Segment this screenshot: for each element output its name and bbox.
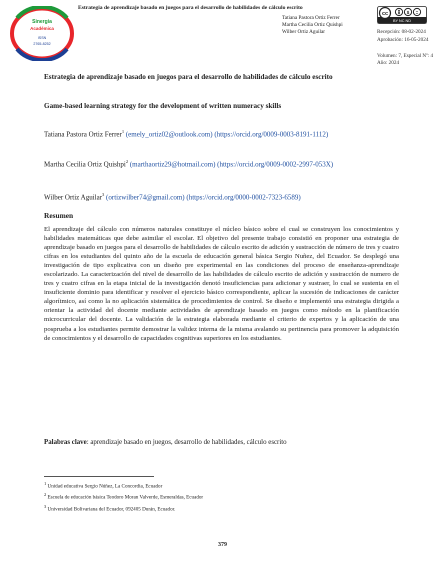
footnote-mark: 1 [44,481,47,486]
journal-logo [9,6,75,61]
svg-text:=: = [415,9,419,15]
cc-license-icon[interactable] [377,6,427,24]
author-affiliation-mark: 3 [102,192,105,197]
svg-text:$: $ [406,10,410,15]
author-entry [44,157,404,170]
logo-text-3: ISSN [37,36,47,40]
keywords-list: : aprendizaje basado en juegos, desarrollo de habilidades, cálculo escrito [86,439,287,446]
footnote-item [44,503,203,514]
header-author: Wilber Ortiz Aguilar [282,29,326,36]
footnote-item [44,491,203,502]
footnotes [44,480,203,514]
received-date: Recepción: 08-02-2024 [377,29,426,35]
svg-text:BY NC ND: BY NC ND [392,19,412,24]
author-name: Martha Cecilia Ortiz Quishpi [44,160,126,169]
author-entry [44,127,404,140]
author-affiliation-mark: 2 [125,159,129,164]
volume-year: Año: 2024 [377,60,400,66]
footnote-item [44,480,203,491]
keywords-label: Palabras clave [44,439,87,446]
author-orcid-link[interactable]: (https://orcid.org/0000-0002-7323-6589) [186,193,301,202]
running-header-title: Estrategia de aprendizaje basado en juegos para el desarrollo de habilidades de cálculo escrito [78,5,303,11]
author-name: Wilber Ortiz Aguilar [44,193,103,202]
logo-text-4: 2765-8252 [33,42,51,46]
svg-text:cc: cc [381,11,389,17]
logo-text-1: Sinergia [32,19,52,25]
author-entry [44,190,404,203]
logo-text-2: Académica [30,26,54,31]
article-title-english: Game-based learning strategy for the development of written numeracy skills [44,102,282,110]
footnote-mark: 3 [44,503,47,509]
header-author: Martha Cecilia Ortiz Quishpi [282,22,343,29]
author-email-link[interactable]: (emely_ortiz02@outlook.com) [125,130,213,139]
volume-info [377,53,433,67]
footnote-mark: 2 [44,492,47,498]
article-title-spanish: Estrategia de aprendizaje basado en juegos para el desarrollo de habilidades de cálculo escrito [44,73,333,81]
running-header-authors [282,15,382,37]
publication-dates [377,28,428,44]
volume-number: Volumen: 7, Especial Nº: 4 [377,53,434,59]
abstract-heading: Resumen [44,211,74,220]
author-name: Tatiana Pastora Ortiz Ferrer [44,130,122,139]
author-orcid-link[interactable]: (https://orcid.org/0009-0003-8191-1112) [214,130,329,139]
author-orcid-link[interactable]: (https://orcid.org/0009-0002-2997-053X) [217,160,334,169]
footnote-text: Universidad Bolivariana del Ecuador, 092405 Durán, Ecuador. [47,506,176,513]
author-email-link[interactable]: (ortizwilber74@gmail.com) [106,193,185,202]
approved-date: Aprobación: 16-05-2024 [377,37,429,43]
abstract-text: El aprendizaje del cálculo con números naturales constituye el núcleo básico sobre el cual se construyen los conocimientos y habilidades matemáticas que debe asimilar el escolar. El objetivo del presente trabajo consistió en proponer una estrategia de aprendizaje basado en juegos para el desarrollo de habilidades de cálculo escrito de adición y sustracción de número de tres y cuatro cifras en los estudiantes del quinto año de la escuela de educación general básica Sergio Nuñez, del Ecuador. Se desplegó una investigación de tipo explicativa con un diseño pre experimental en las condiciones del proceso de enseñanza-aprendizaje escolarizado. La caracterización del nivel de desarrollo de las habilidades de cálculo escrito de adición y sustracción de numero de tres y cuatro cifras en la etapa inicial de la investigación denotó insuficiencias para adicionar y sustraer, lo cual se sustenta en el insuficiente dominio para identificar y resolver el ejercicio básico correspondiente, aplicar la sucesión de indicaciones de carácter algorítmico, así como la no aplicación sistemática de procedimientos de control. Se diseño e implementó una estrategia dirigida a orientar la actividad del docente mediante actividades de aprendizaje basado en juegos como método en la planificación microcurricular del docente. La validación de la estrategia elaborada mediante el criterio de expertos y la aplicación de una posprueba a los estudiantes permite demostrar la validez interna de la misma avalando su pertinencia para promover la adquisición de conocimientos y el desarrollo de capacidades cognitivas superiores en los estudiantes. [44,226,399,342]
author-affiliation-mark: 1 [121,129,125,134]
footnote-text: Escuela de educación básica Teodoro Moran Valverde, Esmeraldas, Ecuador [47,495,204,502]
author-email-link[interactable]: (marthaortiz29@hotmail.com) [129,160,216,169]
header-author: Tatiana Pastora Ortiz Ferrer [282,15,340,21]
page-number: 379 [218,542,227,548]
keywords-line [44,439,399,446]
footnote-text: Unidad educativa Sergio Núñez, La Concordia, Ecuador [47,483,163,490]
footnote-divider [44,476,154,477]
